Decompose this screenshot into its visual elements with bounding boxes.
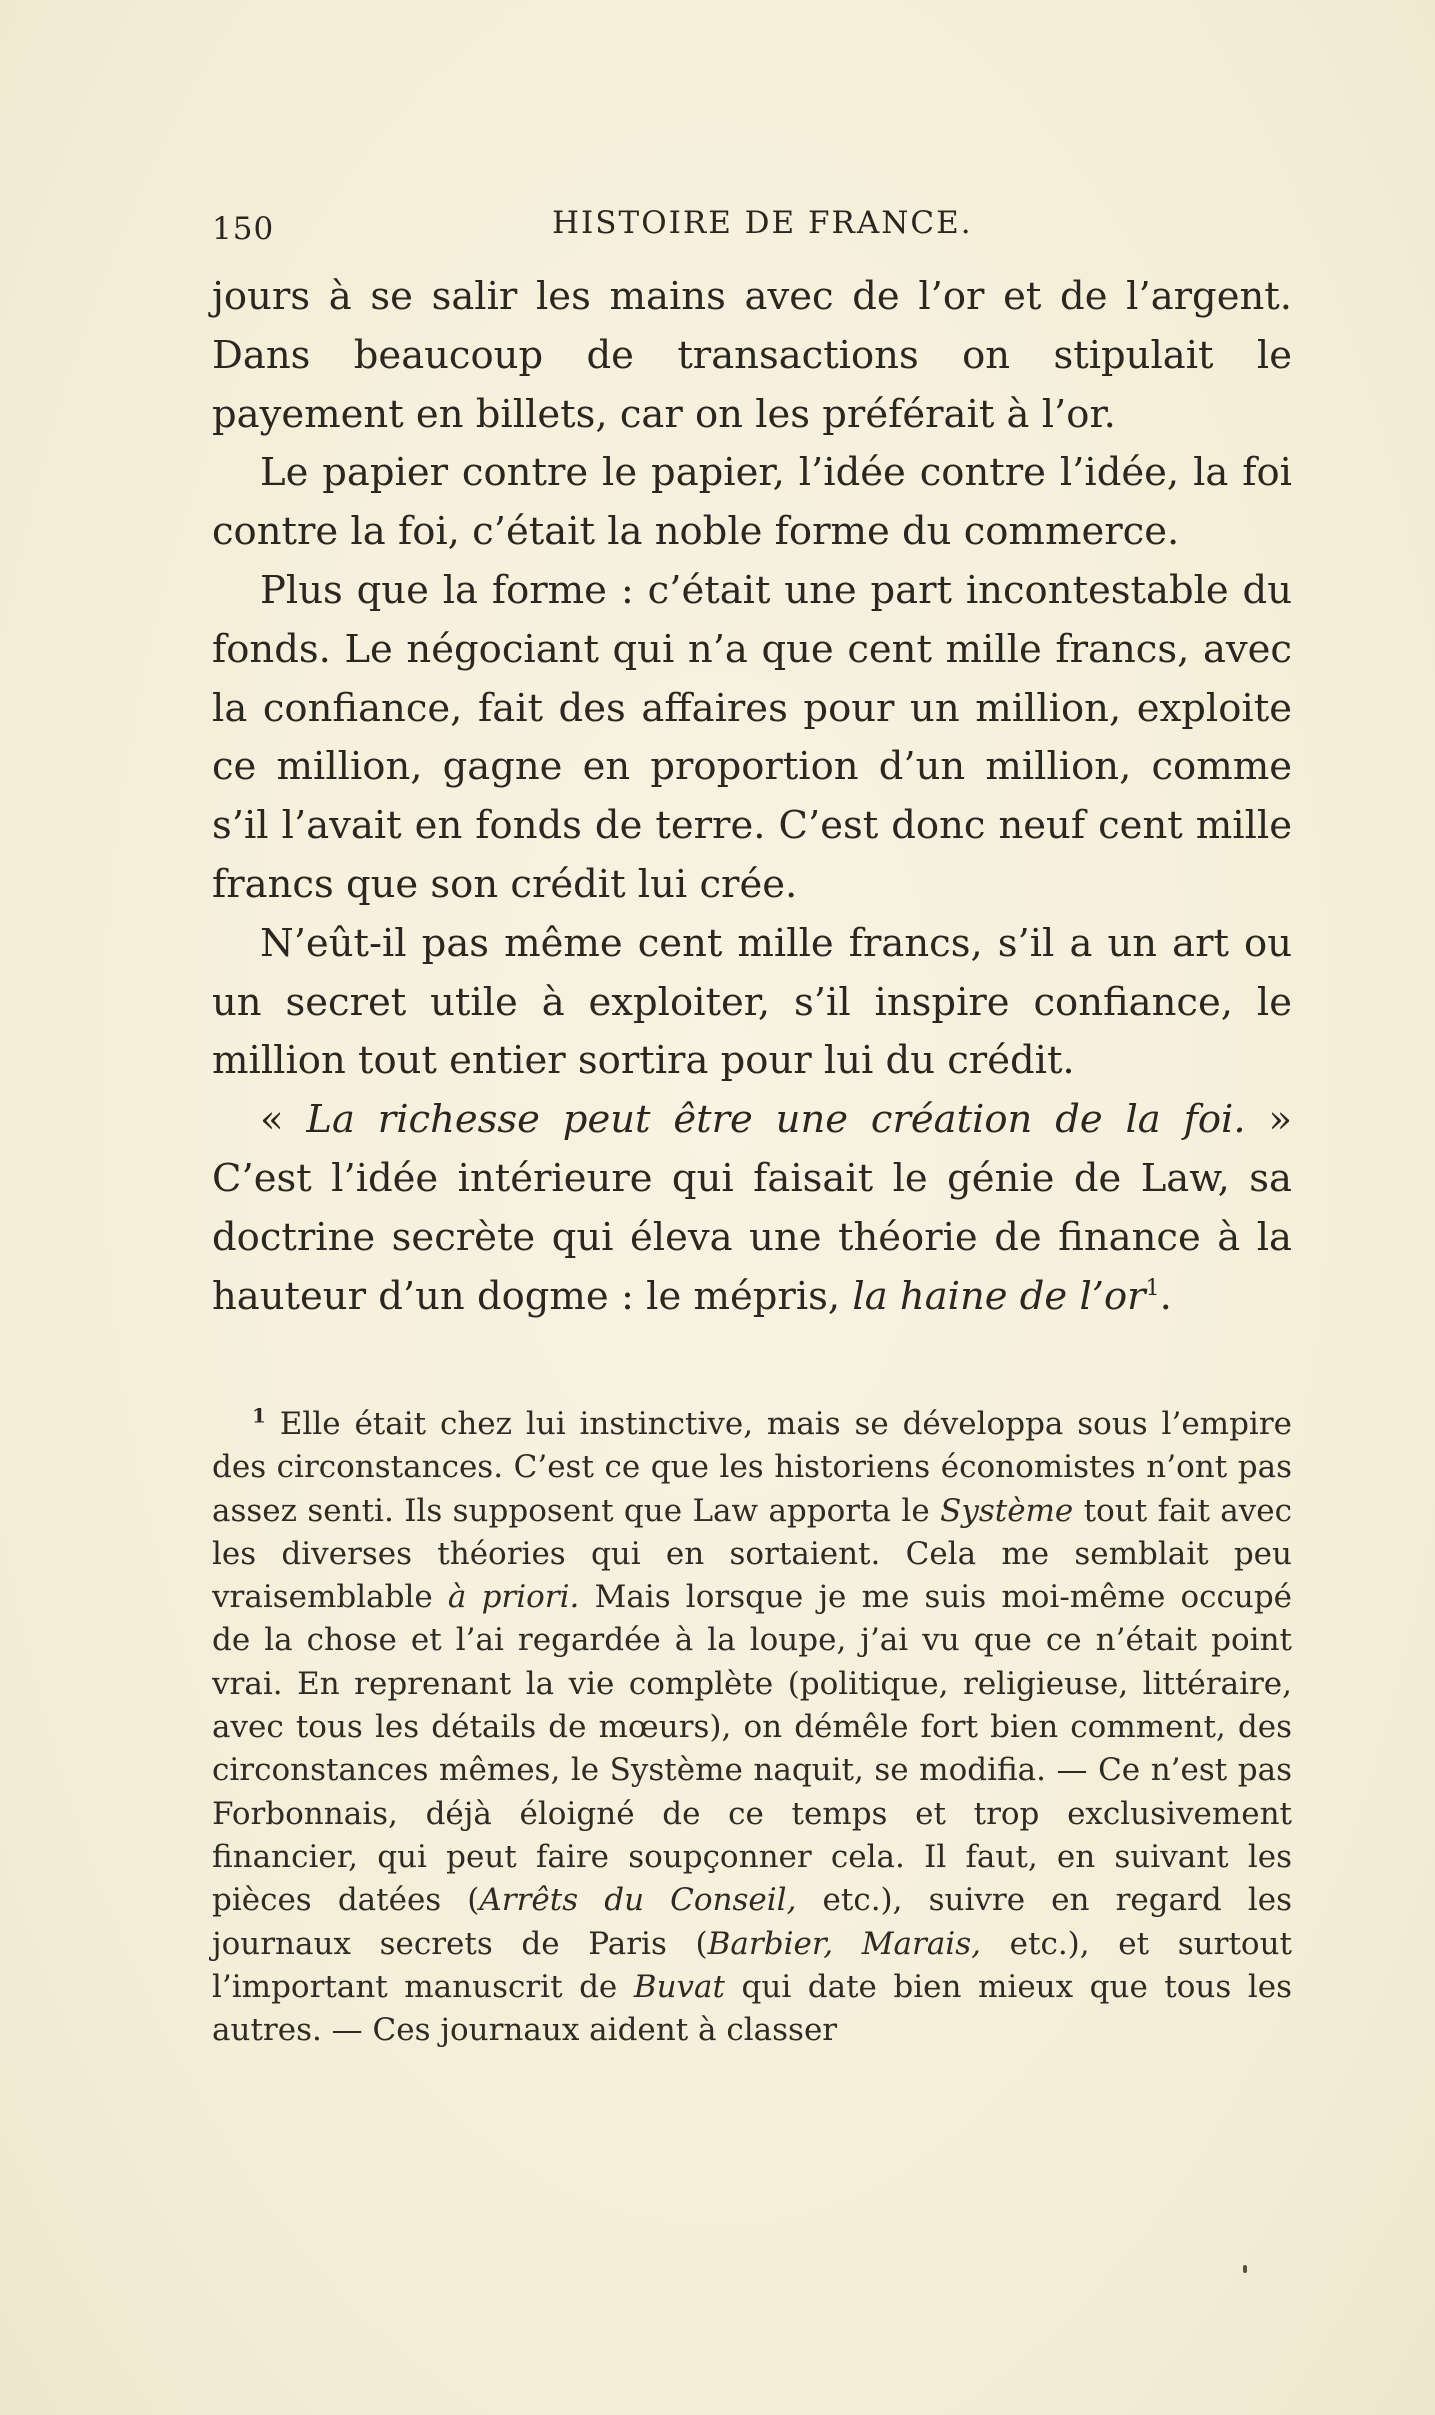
quote-close: » xyxy=(1245,1097,1293,1143)
footnote-italic: Barbier, Marais, xyxy=(707,1925,981,1962)
footnote-text: qui date bien mieux que tous les autres. — Ces journaux aident à classer xyxy=(212,1968,1292,2049)
paragraph-5-end: . xyxy=(1159,1273,1172,1319)
footnote-italic: Système xyxy=(940,1492,1074,1529)
paragraph-4: N’eût-il pas même cent mille francs, s’il a un art ou un secret utile à exploiter, s’il inspire confiance, le million tout entier sortira pour lui du crédit. xyxy=(212,920,1292,1084)
paragraph-5-text: C’est l’idée intérieure qui faisait le génie de Law, sa doctrine secrète qui éleva une théorie de finance à la hauteur d’un dogme : le mépris, xyxy=(212,1155,1292,1319)
footnote-text: Mais lorsque je me suis moi-même occupé de la chose et l’ai regardée à la loupe, j’ai vu que ce n’était point vrai. En reprenant la vie complète (politique, religieuse, littéraire, avec tous les détails de mœurs), on démêle fort bien comment, des circonstances mêmes, le Système naquit, se modifia. — Ce n’est pas Forbonnais, déjà éloigné de ce temps et trop exclusivement financier, qui peut faire soupçonner cela. Il faut, en suivant les pièces datées ( xyxy=(212,1579,1293,1919)
ink-speck xyxy=(1243,2265,1247,2273)
page-number: 150 xyxy=(212,211,275,247)
quote-open: « xyxy=(260,1097,307,1143)
italic-phrase: la haine de l’or xyxy=(852,1273,1146,1319)
footnote-reference[interactable]: 1 xyxy=(1145,1275,1160,1301)
footnote-italic: Arrêts du Conseil, xyxy=(479,1882,797,1919)
paragraph-5 xyxy=(212,1091,1292,1326)
footnote-text: etc.), et surtout l’important manuscrit de xyxy=(212,1925,1292,2005)
footnote-italic: à priori. xyxy=(447,1579,580,1616)
paragraph-1: jours à se salir les mains avec de l’or et de l’argent. Dans beaucoup de transactions on stipulait le payement en billets, car on les préférait à l’or. xyxy=(212,274,1292,437)
footnote-text: tout fait avec les diverses théories qui en sortaient. Cela me semblait peu vraisemblable xyxy=(212,1492,1293,1616)
italic-quote: La richesse peut être une création de la foi. xyxy=(306,1097,1246,1143)
page-header xyxy=(212,205,1292,255)
footnote-text: Elle était chez lui instinctive, mais se développa sous l’empire des circonstances. C’est ce que les historiens économistes n’ont pas assez senti. Ils supposent que Law apporta le xyxy=(212,1406,1292,1529)
footnote-mark: 1 xyxy=(252,1403,266,1428)
footnote-italic: Buvat xyxy=(633,1968,725,2005)
paragraph-2: Le papier contre le papier, l’idée contre l’idée, la foi contre la foi, c’était la noble forme du commerce. xyxy=(212,450,1292,555)
footnotes xyxy=(212,1403,1292,2052)
main-text xyxy=(212,268,1292,1326)
running-title: HISTOIRE DE FRANCE. xyxy=(552,205,973,241)
paragraph-3: Plus que la forme : c’était une part incontestable du fonds. Le négociant qui n’a que cent mille francs, avec la confiance, fait des affaires pour un million, exploite ce million, gagne en proportion d’un million, comme s’il l’avait en fonds de terre. C’est donc neuf cent mille francs que son crédit lui crée. xyxy=(212,567,1292,907)
footnote-1 xyxy=(212,1403,1292,2052)
footnote-text: etc.), suivre en regard les journaux secrets de Paris ( xyxy=(212,1882,1292,1962)
